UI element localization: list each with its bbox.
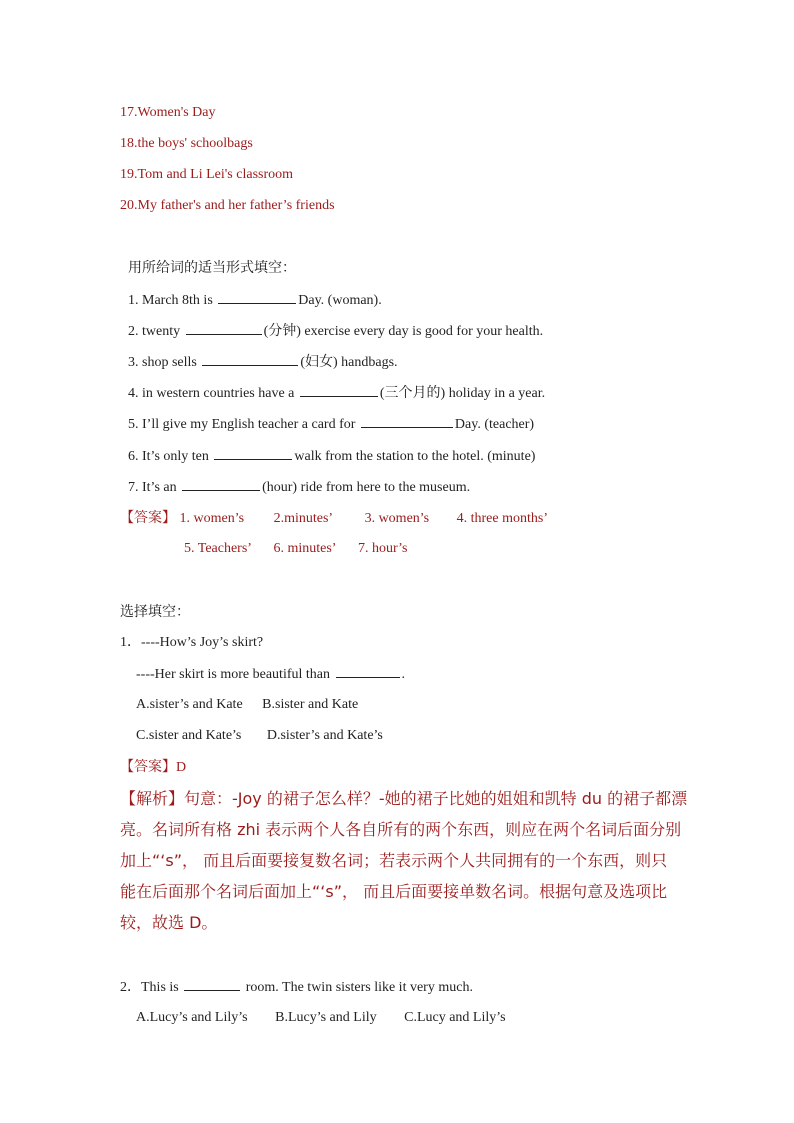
- question-text: (妇女) handbags.: [300, 355, 398, 370]
- question-3: [128, 353, 398, 372]
- options-row: [136, 1009, 506, 1027]
- answer-row: [184, 540, 407, 558]
- list-item: 19.Tom and Li Lei's classroom: [120, 167, 294, 182]
- answer-blank: [300, 384, 378, 397]
- answer-blank: [186, 322, 262, 335]
- question-number: 1．: [120, 635, 141, 650]
- question-text: (hour) ride from here to the museum.: [262, 480, 471, 495]
- explanation-line: 加上“‘s”， 而且后面要接复数名词；若表示两个人共同拥有的一个东西，则只: [120, 851, 668, 870]
- question-text: 5. I’ll give my English teacher a card for: [128, 417, 359, 432]
- list-item: 20.My father's and her father’s friends: [120, 198, 335, 213]
- question-text: (分钟) exercise every day is good for your health.: [263, 324, 544, 339]
- question-1-line2: [136, 665, 405, 684]
- question-1-line1: [120, 634, 263, 652]
- question-text: (三个月的) holiday in a year.: [379, 386, 546, 401]
- answer-tag: 【答案】: [120, 759, 176, 775]
- question-2: [128, 322, 543, 341]
- option-b: B.sister and Kate: [262, 697, 359, 712]
- answer-item: 2.minutes’: [273, 511, 334, 526]
- answer-blank: [202, 353, 298, 366]
- list-item: 17.Women's Day: [120, 105, 216, 120]
- answer-tag: 【答案】: [120, 510, 176, 526]
- question-text: Day. (teacher): [454, 417, 535, 432]
- options-row: [136, 696, 358, 714]
- explanation-text: 句意：-Joy 的裙子怎么样？-她的裙子比她的姐姐和凯特 du 的裙子都漂: [184, 789, 688, 808]
- question-text: .: [401, 667, 405, 682]
- answer-row: [120, 509, 548, 528]
- answer-blank: [182, 478, 260, 491]
- question-text: 6. It’s only ten: [128, 449, 213, 464]
- question-4: [128, 384, 545, 403]
- question-6: [128, 447, 535, 466]
- answer-blank: [361, 415, 453, 428]
- explanation-tag: 【解析】: [120, 789, 185, 808]
- question-number: 2．: [120, 980, 141, 995]
- question-text: room. The twin sisters like it very much.: [242, 980, 473, 995]
- question-text: walk from the station to the hotel. (minute): [294, 449, 536, 464]
- explanation-line: [120, 789, 687, 809]
- answer-item: 6. minutes’: [273, 541, 337, 556]
- question-5: [128, 415, 534, 434]
- option-a: A.sister’s and Kate: [136, 697, 243, 712]
- option-c: C.sister and Kate’s: [136, 728, 242, 743]
- question-7: [128, 478, 470, 497]
- question-text: ----Her skirt is more beautiful than: [136, 667, 334, 682]
- list-item: 18.the boys' schoolbags: [120, 136, 253, 151]
- answer-item: 3. women’s: [364, 511, 430, 526]
- question-text: 3. shop sells: [128, 355, 201, 370]
- question-text: 4. in western countries have a: [128, 386, 298, 401]
- section-heading: 选择填空：: [120, 604, 190, 620]
- option-c: C.Lucy and Lily’s: [404, 1010, 506, 1025]
- option-b: B.Lucy’s and Lily: [275, 1010, 377, 1025]
- question-text: 7. It’s an: [128, 480, 181, 495]
- answer-item: 7. hour’s: [357, 541, 408, 556]
- answer-row: [120, 758, 186, 777]
- option-a: A.Lucy’s and Lily’s: [136, 1010, 248, 1025]
- question-text: 2. twenty: [128, 324, 184, 339]
- question-text: This is: [141, 980, 183, 995]
- option-d: D.sister’s and Kate’s: [266, 728, 383, 743]
- section-heading: 用所给词的适当形式填空：: [128, 260, 296, 276]
- answer-blank: [336, 665, 400, 678]
- options-row: [136, 727, 383, 745]
- explanation-line: 较，故选 D。: [120, 913, 218, 932]
- question-2: [120, 978, 473, 997]
- question-1: [128, 291, 382, 310]
- question-text: ----How’s Joy’s skirt?: [141, 635, 264, 650]
- answer-item: 1. women’s: [179, 511, 245, 526]
- explanation-line: 亮。名词所有格 zhi 表示两个人各自所有的两个东西，则应在两个名词后面分别: [120, 820, 682, 839]
- answer-blank: [218, 291, 296, 304]
- answer-blank: [214, 447, 292, 460]
- question-text: 1. March 8th is: [128, 293, 217, 308]
- answer-item: 5. Teachers’: [184, 541, 252, 556]
- answer-item: 4. three months’: [456, 511, 548, 526]
- answer-blank: [184, 978, 240, 991]
- explanation-line: 能在后面那个名词后面加上“‘s”， 而且后面要接单数名词。根据句意及选项比: [120, 882, 668, 901]
- question-text: Day. (woman).: [298, 293, 382, 308]
- answer-value: D: [176, 760, 187, 775]
